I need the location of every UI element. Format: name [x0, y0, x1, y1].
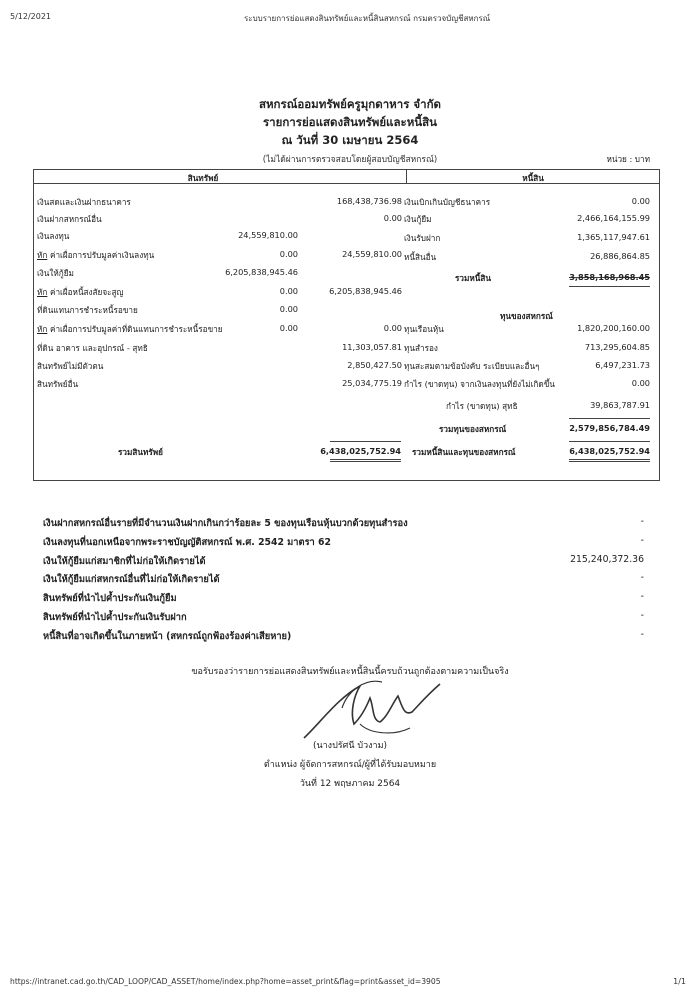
print-title: ระบบรายการย่อแสดงสินทรัพย์และหนี้สินสหกรณ์ กรมตรวจบัญชีสหกรณ์ — [244, 14, 491, 23]
asset-label — [37, 267, 74, 280]
note-label: สินทรัพย์ที่นำไปค้ำประกันเงินรับฝาก — [43, 612, 187, 623]
asset-label-text: เงินสดและเงินฝากธนาคาร — [37, 197, 131, 207]
equity-value: 39,863,787.91 — [590, 400, 650, 410]
asset-value: 25,034,775.19 — [342, 378, 402, 388]
liabilities-header: หนี้สิน — [522, 173, 544, 183]
unit-label: หน่วย : บาท — [606, 154, 650, 164]
asset-label-text: ค่าเผื่อการปรับมูลค่าที่ดินแทนการชำระหนี้รอขาย — [47, 324, 223, 334]
deduct-prefix: หัก — [37, 287, 48, 297]
cooperative-name: สหกรณ์ออมทรัพย์ครูมุกดาหาร จำกัด — [258, 97, 442, 111]
liabilities-total-label: รวมหนี้สิน — [455, 273, 491, 283]
note-label: เงินให้กู้ยืมแก่สหกรณ์อื่นที่ไม่ก่อให้เกิดรายได้ — [43, 574, 220, 585]
equity-total-label: รวมทุนของสหกรณ์ — [439, 424, 507, 434]
note-value: - — [640, 516, 644, 527]
note-value: - — [640, 591, 644, 602]
equity-label: กำไร (ขาดทุน) จากเงินลงทุนที่ยังไม่เกิดขึ้น — [404, 379, 555, 389]
deduct-prefix: หัก — [37, 324, 48, 334]
report-title: รายการย่อแสดงสินทรัพย์และหนี้สิน — [262, 115, 438, 129]
asset-subvalue: 0.00 — [279, 286, 298, 296]
asset-label-text: ที่ดิน อาคาร และอุปกรณ์ - สุทธิ — [37, 343, 148, 353]
signature — [290, 668, 460, 748]
equity-total-value: 2,579,856,784.49 — [569, 423, 650, 433]
certification-date: วันที่ 12 พฤษภาคม 2564 — [299, 779, 401, 789]
asset-value: 168,438,736.98 — [336, 196, 402, 206]
grand-total-value: 6,438,025,752.94 — [569, 446, 650, 456]
print-url: https://intranet.cad.go.th/CAD_LOOP/CAD_ASSET/home/index.php?home=asset_print&flag=print&asset_id=3905 — [10, 977, 441, 986]
asset-label-text: ค่าเผื่อการปรับมูลค่าเงินลงทุน — [47, 250, 155, 260]
liability-value: 2,466,164,155.99 — [577, 213, 650, 223]
note-label: สินทรัพย์ที่นำไปค้ำประกันเงินกู้ยืม — [43, 593, 177, 604]
liability-label: เงินรับฝาก — [404, 233, 441, 243]
asset-label-text: ค่าเผื่อหนี้สงสัยจะสูญ — [47, 287, 124, 297]
asset-value: 0.00 — [383, 213, 402, 223]
deduct-prefix: หัก — [37, 250, 48, 260]
asset-value: 6,205,838,945.46 — [329, 286, 402, 296]
equity-label: กำไร (ขาดทุน) สุทธิ — [446, 401, 518, 411]
asset-label-text: เงินให้กู้ยืม — [37, 268, 74, 278]
asset-label-text: ที่ดินแทนการชำระหนี้รอขาย — [37, 305, 138, 315]
equity-label: ทุนเรือนหุ้น — [404, 324, 444, 334]
note-value: - — [640, 610, 644, 621]
asset-label — [37, 323, 223, 336]
asset-subvalue: 0.00 — [279, 323, 298, 333]
asset-subvalue: 0.00 — [279, 249, 298, 259]
asset-value: 2,850,427.50 — [347, 360, 402, 370]
note-label: เงินให้กู้ยืมแก่สมาชิกที่ไม่ก่อให้เกิดรายได้ — [43, 556, 206, 567]
signer-name: (นางปรัศนี บัวงาม) — [312, 741, 388, 751]
asset-value: 0.00 — [383, 323, 402, 333]
note-value: - — [640, 535, 644, 546]
asset-label — [37, 249, 154, 262]
asset-value: 24,559,810.00 — [342, 249, 402, 259]
liability-value: 26,886,864.85 — [590, 251, 650, 261]
asset-label — [37, 230, 69, 243]
note-label: เงินลงทุนที่นอกเหนือจากพระราชบัญญัติสหกรณ์ พ.ศ. 2542 มาตรา 62 — [43, 537, 331, 548]
liability-label: เงินเบิกเกินบัญชีธนาคาร — [404, 197, 491, 207]
asset-label-text: เงินฝากสหกรณ์อื่น — [37, 214, 102, 224]
equity-value: 1,820,200,160.00 — [577, 323, 650, 333]
signer-position: ตำแหน่ง ผู้จัดการสหกรณ์/ผู้ที่ได้รับมอบหมาย — [263, 760, 437, 770]
grand-total-label: รวมหนี้สินและทุนของสหกรณ์ — [412, 447, 516, 457]
liability-label: เงินกู้ยืม — [404, 214, 432, 224]
assets-total-value: 6,438,025,752.94 — [320, 446, 401, 456]
asset-label — [37, 213, 102, 226]
report-date: ณ วันที่ 30 เมษายน 2564 — [281, 133, 419, 147]
asset-label-text: เงินลงทุน — [37, 231, 70, 241]
note-label: เงินฝากสหกรณ์อื่นรายที่มีจำนวนเงินฝากเกินกว่าร้อยละ 5 ของทุนเรือนหุ้นบวกด้วยทุนสำรอง — [43, 518, 408, 529]
asset-label — [37, 342, 148, 355]
asset-subvalue: 0.00 — [279, 304, 298, 314]
equity-value: 713,295,604.85 — [584, 342, 650, 352]
note-value: - — [640, 572, 644, 583]
asset-subvalue: 24,559,810.00 — [238, 230, 298, 240]
assets-total-label: รวมสินทรัพย์ — [118, 447, 163, 457]
audit-note: (ไม่ได้ผ่านการตรวจสอบโดยผู้สอบบัญชีสหกรณ์) — [262, 155, 438, 165]
asset-label — [37, 304, 138, 317]
assets-header: สินทรัพย์ — [187, 173, 219, 183]
asset-label — [37, 196, 131, 209]
note-value: - — [640, 629, 644, 640]
note-label: หนี้สินที่อาจเกิดขึ้นในภายหน้า (สหกรณ์ถูกฟ้องร้องค่าเสียหาย) — [43, 631, 292, 642]
equity-label: ทุนสะสมตามข้อบังคับ ระเบียบและอื่นๆ — [404, 361, 540, 371]
equity-label: ทุนสำรอง — [404, 343, 438, 353]
equity-value: 0.00 — [631, 378, 650, 388]
asset-label — [37, 378, 78, 391]
print-date: 5/12/2021 — [10, 12, 52, 21]
asset-subvalue: 6,205,838,945.46 — [225, 267, 298, 277]
asset-label — [37, 286, 124, 299]
liability-value: 0.00 — [631, 196, 650, 206]
liability-label: หนี้สินอื่น — [404, 252, 437, 262]
liabilities-total-value: 3,858,168,968.45 — [569, 272, 650, 282]
certification-statement: ขอรับรองว่ารายการย่อแสดงสินทรัพย์และหนี้สินนี้ครบถ้วนถูกต้องตามความเป็นจริง — [191, 667, 509, 677]
page-number: 1/1 — [673, 977, 686, 986]
equity-header: ทุนของสหกรณ์ — [500, 311, 553, 321]
equity-value: 6,497,231.73 — [595, 360, 650, 370]
note-value: 215,240,372.36 — [570, 554, 644, 565]
liability-value: 1,365,117,947.61 — [577, 232, 650, 242]
asset-value: 11,303,057.81 — [342, 342, 402, 352]
asset-label-text: สินทรัพย์อื่น — [37, 379, 79, 389]
asset-label-text: สินทรัพย์ไม่มีตัวตน — [37, 361, 104, 371]
asset-label — [37, 360, 103, 373]
